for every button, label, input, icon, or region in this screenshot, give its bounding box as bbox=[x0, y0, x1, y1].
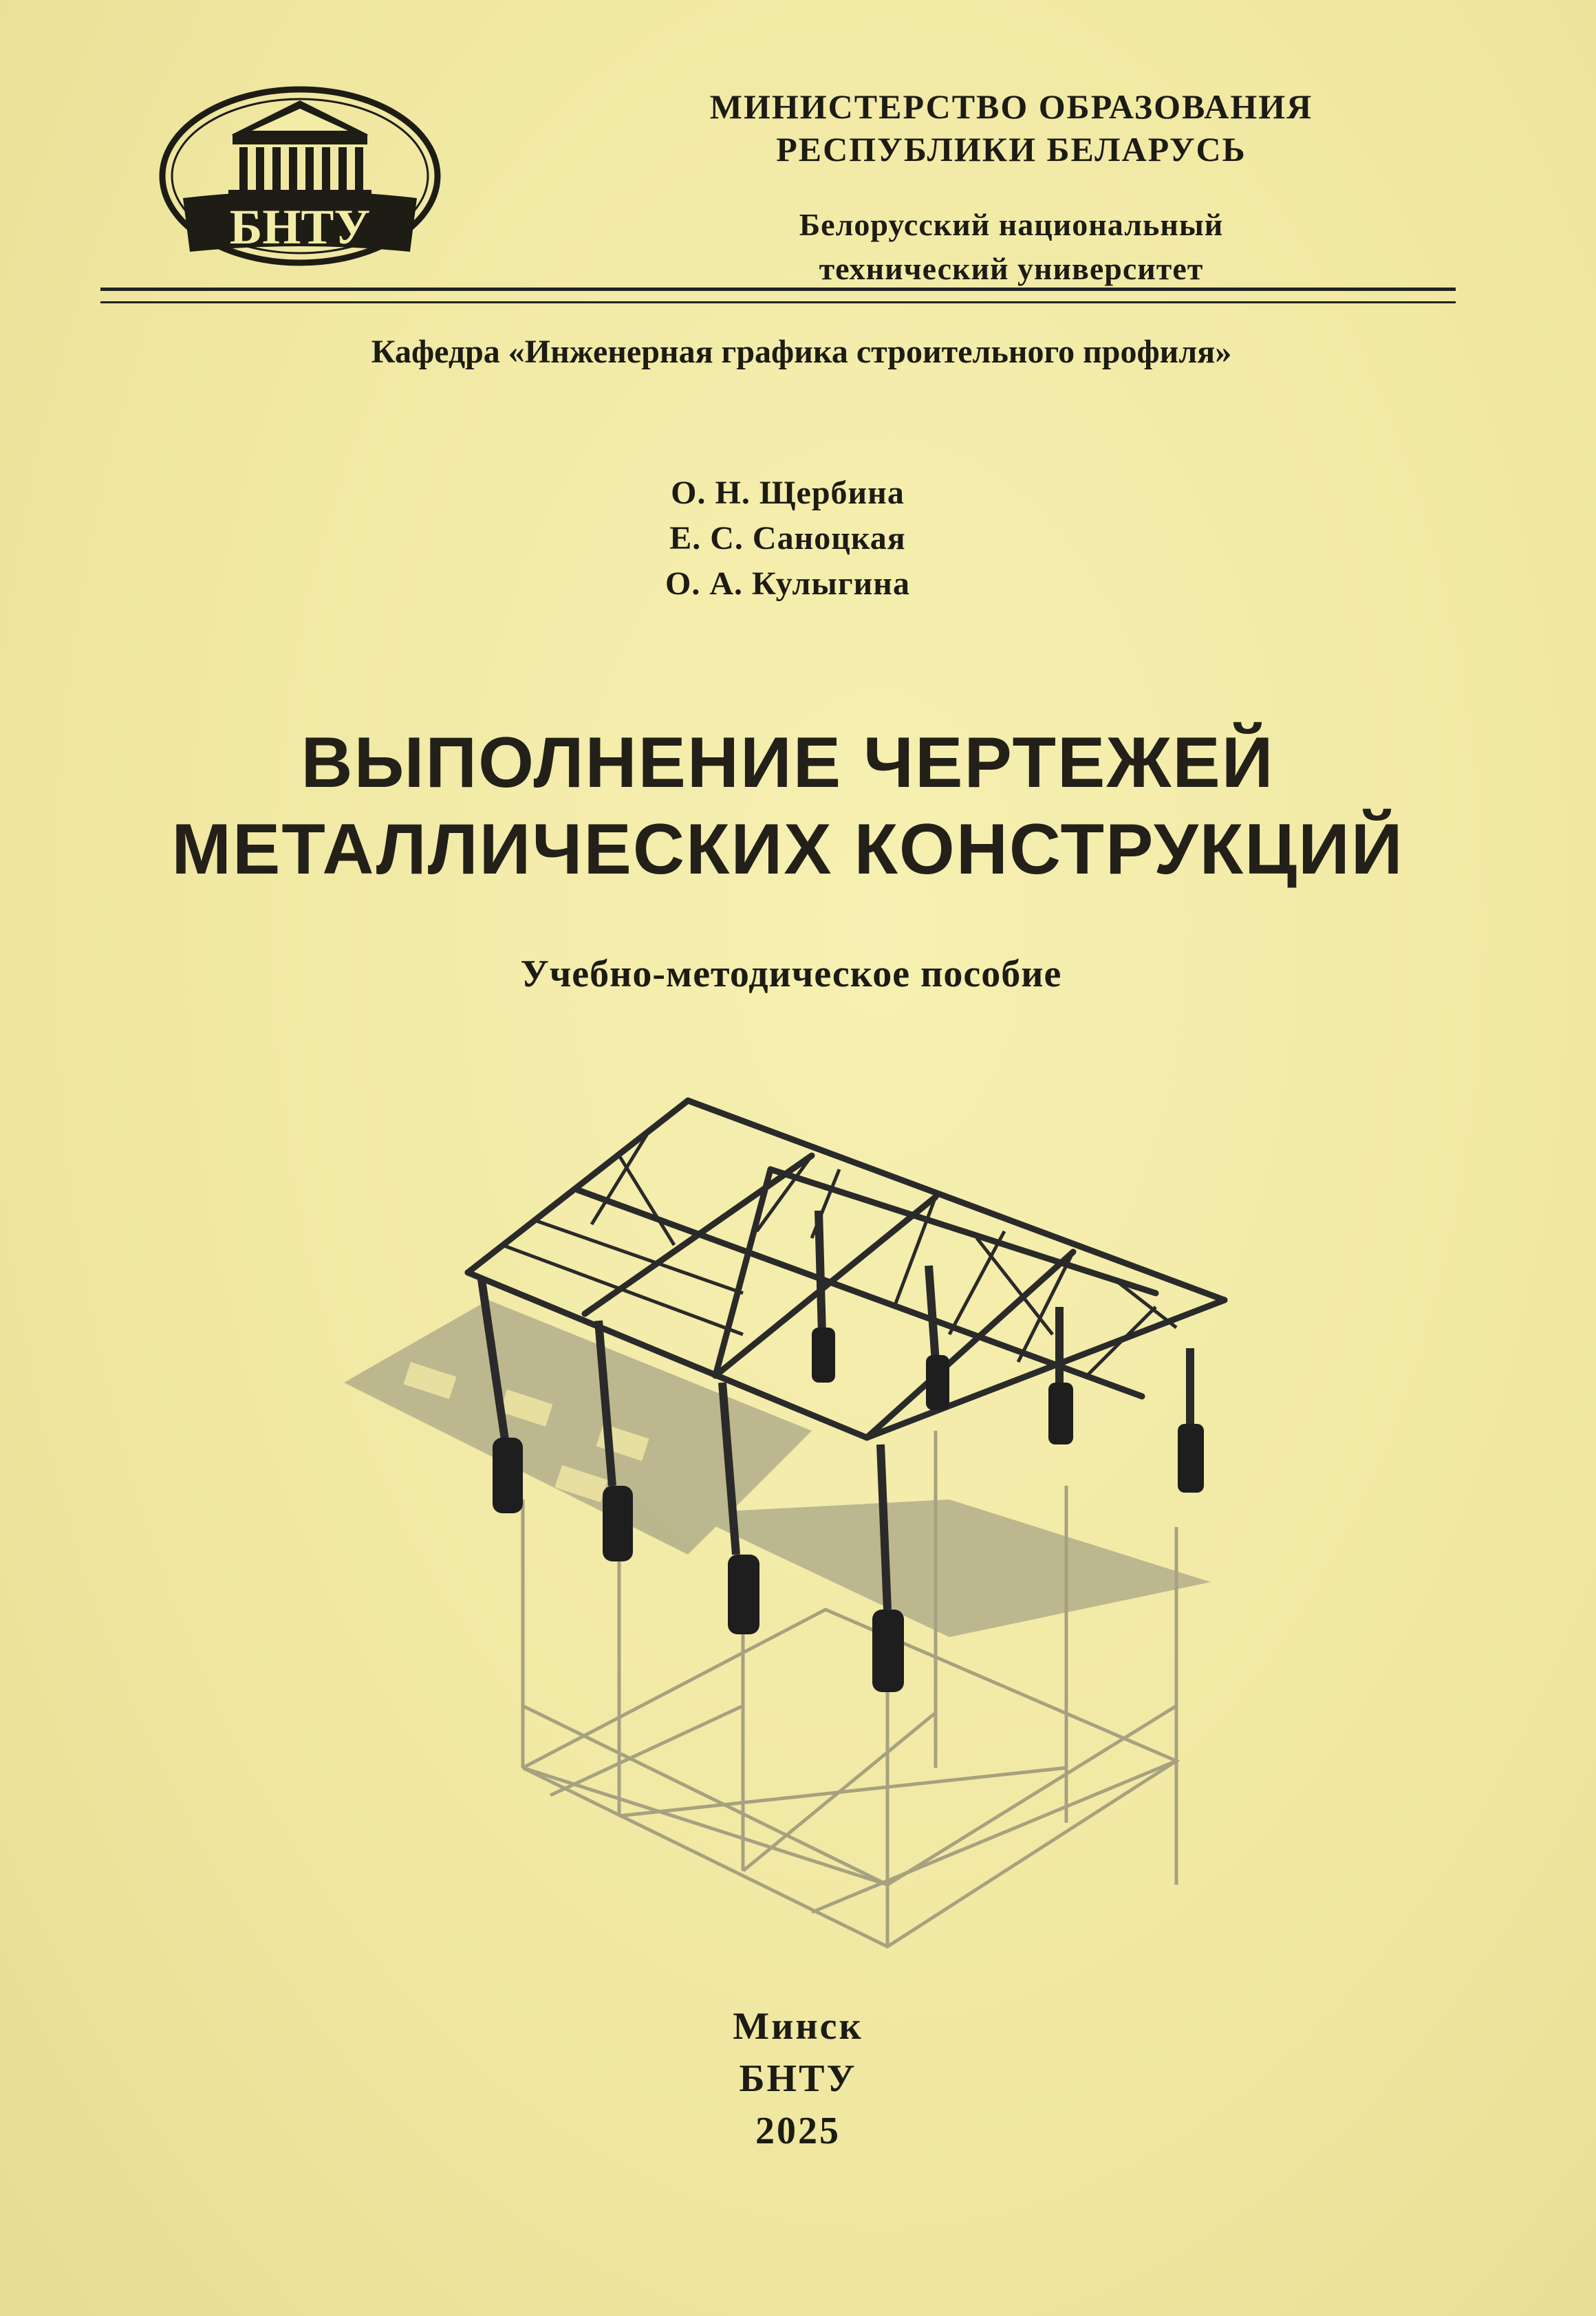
author-1: О. Н. Щербина bbox=[671, 475, 905, 511]
author-2: Е. С. Саноцкая bbox=[669, 520, 906, 556]
university-line-1: Белорусский национальный bbox=[799, 207, 1224, 242]
header-rule-thin bbox=[100, 301, 1456, 303]
logo-text: БНТУ bbox=[229, 199, 371, 255]
imprint bbox=[619, 2000, 977, 2157]
authors-list bbox=[482, 470, 1094, 607]
steel-frame-illustration bbox=[330, 1073, 1321, 1995]
university-line-2: технический университет bbox=[819, 251, 1204, 286]
imprint-city: Минск bbox=[733, 2005, 863, 2048]
department: Кафедра «Инженерная графика строительного профиля» bbox=[371, 334, 1232, 370]
ministry-line-2: РЕСПУБЛИКИ БЕЛАРУСЬ bbox=[776, 130, 1247, 169]
header-rule-thick bbox=[100, 288, 1456, 291]
imprint-publisher: БНТУ bbox=[739, 2057, 857, 2100]
title-line-1: ВЫПОЛНЕНИЕ ЧЕРТЕЖЕЙ bbox=[301, 723, 1275, 803]
ministry-line-1: МИНИСТЕРСТВО ОБРАЗОВАНИЯ bbox=[709, 87, 1313, 126]
bntu-logo-icon bbox=[155, 81, 444, 267]
subtitle: Учебно-методическое пособие bbox=[520, 953, 1062, 995]
author-3: О. А. Кулыгина bbox=[665, 565, 910, 602]
imprint-year: 2025 bbox=[755, 2110, 841, 2152]
title-line-2: МЕТАЛЛИЧЕСКИХ КОНСТРУКЦИЙ bbox=[171, 810, 1404, 889]
